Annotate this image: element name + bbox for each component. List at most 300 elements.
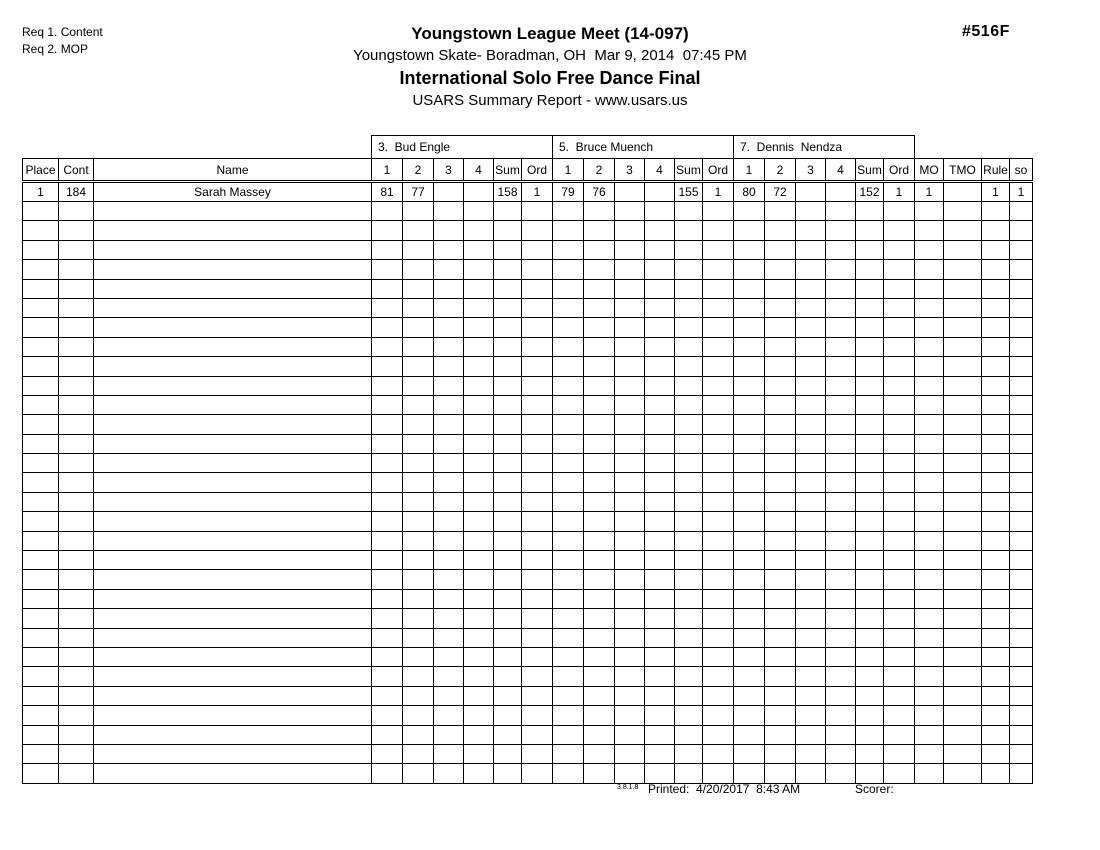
empty-cell [372,628,403,647]
empty-cell [372,492,403,511]
empty-cell [675,512,703,531]
empty-cell [765,492,796,511]
empty-cell [765,337,796,356]
empty-cell [796,725,826,744]
empty-cell [434,357,464,376]
empty-cell [94,531,372,550]
empty-cell [494,221,522,240]
empty-cell [464,492,494,511]
empty-cell [703,240,734,259]
document-number: #516F [962,23,1010,40]
empty-cell [494,570,522,589]
empty-cell [915,628,944,647]
judge-1-sum: 158 [494,182,522,202]
empty-cell [645,221,675,240]
empty-cell [59,706,94,725]
empty-cell [856,376,884,395]
empty-cell [23,512,59,531]
empty-cell [734,667,765,686]
empty-cell [884,260,915,279]
empty-cell [703,202,734,221]
empty-cell [645,454,675,473]
empty-cell [59,260,94,279]
empty-cell [675,318,703,337]
empty-cell [494,744,522,763]
empty-cell [23,240,59,259]
empty-row [23,395,1033,414]
empty-cell [464,337,494,356]
so-cell: 1 [1010,182,1033,202]
empty-cell [765,202,796,221]
empty-cell [944,531,982,550]
empty-cell [796,609,826,628]
empty-cell [23,706,59,725]
empty-cell [1010,647,1033,666]
empty-cell [522,492,553,511]
empty-cell [553,473,584,492]
empty-cell [59,628,94,647]
empty-cell [884,434,915,453]
judge-1-col-header-1: 1 [372,159,403,182]
empty-cell [884,395,915,414]
empty-cell [23,628,59,647]
empty-cell [553,628,584,647]
empty-cell [615,492,645,511]
judge-1-score-4 [464,182,494,202]
empty-cell [494,279,522,298]
empty-cell [615,337,645,356]
empty-cell [856,434,884,453]
judge-2-score-2: 76 [584,182,615,202]
empty-cell [826,589,856,608]
empty-cell [734,647,765,666]
empty-cell [703,570,734,589]
tmo-cell [944,182,982,202]
empty-cell [94,551,372,570]
empty-cell [372,434,403,453]
empty-cell [734,473,765,492]
req-line-1: Req 1. Content [22,25,103,39]
empty-cell [826,357,856,376]
empty-cell [944,570,982,589]
empty-cell [765,318,796,337]
empty-row [23,647,1033,666]
empty-cell [372,551,403,570]
empty-cell [403,376,434,395]
empty-cell [982,318,1010,337]
empty-cell [94,202,372,221]
empty-cell [434,570,464,589]
empty-cell [765,589,796,608]
empty-cell [464,240,494,259]
empty-cell [1010,667,1033,686]
empty-cell [675,376,703,395]
empty-cell [675,202,703,221]
empty-cell [94,279,372,298]
judge-2-score-3 [615,182,645,202]
empty-cell [944,221,982,240]
empty-cell [915,647,944,666]
col-header-so: so [1010,159,1033,182]
empty-cell [584,434,615,453]
empty-cell [553,221,584,240]
empty-cell [403,609,434,628]
empty-cell [915,551,944,570]
empty-cell [584,725,615,744]
empty-cell [703,376,734,395]
empty-cell [765,357,796,376]
empty-cell [645,202,675,221]
empty-cell [826,240,856,259]
place-cell: 1 [23,182,59,202]
empty-cell [675,221,703,240]
empty-cell [403,298,434,317]
empty-cell [94,298,372,317]
empty-cell [944,725,982,744]
judge-1-col-header-ord: Ord [522,159,553,182]
empty-cell [703,434,734,453]
empty-row [23,221,1033,240]
empty-cell [645,609,675,628]
empty-cell [982,376,1010,395]
empty-cell [584,744,615,763]
empty-cell [372,337,403,356]
empty-cell [944,647,982,666]
empty-cell [884,512,915,531]
empty-cell [553,686,584,705]
empty-cell [944,744,982,763]
empty-cell [826,318,856,337]
empty-cell [944,318,982,337]
empty-cell [915,240,944,259]
empty-cell [915,260,944,279]
empty-cell [1010,279,1033,298]
empty-cell [59,376,94,395]
judge-2-col-header-1: 1 [553,159,584,182]
empty-cell [1010,357,1033,376]
judge-2-sum: 155 [675,182,703,202]
empty-cell [59,221,94,240]
empty-cell [94,473,372,492]
empty-cell [434,492,464,511]
printed-label: Printed: [648,782,690,796]
empty-cell [94,589,372,608]
judge-1-score-3 [434,182,464,202]
empty-cell [553,318,584,337]
empty-cell [703,744,734,763]
empty-cell [734,279,765,298]
empty-cell [915,531,944,550]
empty-row [23,202,1033,221]
empty-cell [645,473,675,492]
empty-cell [675,725,703,744]
empty-cell [1010,512,1033,531]
empty-cell [434,725,464,744]
empty-cell [615,260,645,279]
empty-cell [826,260,856,279]
empty-cell [982,609,1010,628]
empty-cell [856,240,884,259]
empty-cell [1010,609,1033,628]
empty-cell [372,298,403,317]
empty-cell [915,376,944,395]
empty-cell [94,609,372,628]
empty-cell [944,589,982,608]
empty-cell [434,240,464,259]
empty-cell [675,628,703,647]
empty-cell [553,492,584,511]
empty-cell [765,240,796,259]
empty-cell [403,570,434,589]
empty-cell [59,686,94,705]
empty-cell [615,686,645,705]
empty-cell [856,744,884,763]
judge-3-col-header-4: 4 [826,159,856,182]
empty-cell [59,415,94,434]
empty-cell [553,298,584,317]
empty-cell [59,744,94,763]
empty-cell [645,337,675,356]
empty-cell [522,376,553,395]
empty-cell [23,570,59,589]
empty-cell [826,512,856,531]
empty-cell [23,434,59,453]
empty-row [23,531,1033,550]
empty-cell [94,337,372,356]
empty-cell [884,492,915,511]
empty-cell [982,202,1010,221]
empty-cell [494,725,522,744]
judge-2-col-header-4: 4 [645,159,675,182]
empty-cell [372,395,403,414]
empty-cell [982,686,1010,705]
empty-cell [494,240,522,259]
empty-cell [434,454,464,473]
empty-cell [403,686,434,705]
col-header-name: Name [94,159,372,182]
empty-cell [915,667,944,686]
empty-cell [765,647,796,666]
empty-cell [796,376,826,395]
report-footer [0,781,1100,801]
empty-cell [494,454,522,473]
empty-cell [59,609,94,628]
empty-cell [94,395,372,414]
empty-cell [403,589,434,608]
empty-cell [675,454,703,473]
empty-cell [765,221,796,240]
judge-3-col-header-1: 1 [734,159,765,182]
empty-cell [734,240,765,259]
empty-cell [734,221,765,240]
empty-cell [94,454,372,473]
empty-cell [645,551,675,570]
empty-cell [464,647,494,666]
empty-cell [434,667,464,686]
empty-cell [553,202,584,221]
empty-cell [59,512,94,531]
empty-cell [856,686,884,705]
empty-cell [856,221,884,240]
empty-cell [734,376,765,395]
empty-cell [94,357,372,376]
empty-cell [553,609,584,628]
empty-cell [464,628,494,647]
empty-cell [884,744,915,763]
empty-cell [584,298,615,317]
empty-cell [584,279,615,298]
empty-cell [826,725,856,744]
empty-cell [765,473,796,492]
empty-cell [826,298,856,317]
empty-cell [796,551,826,570]
empty-cell [464,570,494,589]
empty-cell [944,706,982,725]
empty-cell [23,492,59,511]
empty-cell [645,667,675,686]
empty-cell [765,454,796,473]
empty-cell [645,744,675,763]
empty-row [23,318,1033,337]
empty-cell [584,589,615,608]
empty-cell [884,531,915,550]
empty-cell [464,744,494,763]
judge-header-3: 7. Dennis Nendza [733,135,915,159]
empty-cell [982,279,1010,298]
judge-2-col-header-ord: Ord [703,159,734,182]
empty-cell [826,337,856,356]
empty-cell [553,337,584,356]
empty-cell [675,473,703,492]
empty-cell [522,744,553,763]
empty-cell [522,628,553,647]
empty-cell [494,298,522,317]
empty-cell [615,570,645,589]
empty-cell [584,337,615,356]
empty-cell [884,415,915,434]
empty-cell [59,454,94,473]
judge-2-col-header-3: 3 [615,159,645,182]
empty-cell [675,357,703,376]
empty-cell [944,279,982,298]
empty-row [23,357,1033,376]
empty-cell [675,492,703,511]
empty-cell [1010,221,1033,240]
empty-cell [434,395,464,414]
empty-cell [584,551,615,570]
empty-cell [826,531,856,550]
empty-cell [734,686,765,705]
empty-cell [765,415,796,434]
empty-cell [884,357,915,376]
empty-row [23,279,1033,298]
empty-cell [645,318,675,337]
empty-cell [434,473,464,492]
empty-cell [464,725,494,744]
empty-row [23,589,1033,608]
empty-cell [796,744,826,763]
empty-cell [982,725,1010,744]
empty-cell [915,570,944,589]
empty-cell [372,570,403,589]
empty-row [23,337,1033,356]
empty-cell [522,667,553,686]
empty-cell [703,260,734,279]
empty-row [23,434,1033,453]
empty-cell [23,376,59,395]
empty-cell [826,434,856,453]
empty-cell [982,395,1010,414]
empty-cell [734,609,765,628]
empty-cell [403,628,434,647]
empty-cell [944,551,982,570]
scorer-label: Scorer: [855,782,894,796]
empty-cell [434,279,464,298]
empty-cell [796,570,826,589]
empty-cell [884,221,915,240]
empty-row [23,667,1033,686]
empty-cell [464,589,494,608]
empty-cell [826,647,856,666]
empty-cell [645,628,675,647]
software-version: 3.8.1.8 [617,784,639,791]
empty-cell [765,531,796,550]
empty-cell [615,512,645,531]
empty-cell [553,531,584,550]
empty-cell [494,531,522,550]
empty-cell [23,279,59,298]
empty-cell [494,551,522,570]
empty-cell [645,512,675,531]
empty-cell [553,240,584,259]
empty-cell [884,725,915,744]
empty-cell [645,647,675,666]
empty-cell [915,434,944,453]
empty-cell [434,202,464,221]
empty-cell [522,570,553,589]
empty-cell [553,434,584,453]
printed-timestamp [648,782,800,796]
empty-cell [675,647,703,666]
empty-cell [915,686,944,705]
empty-cell [982,647,1010,666]
empty-cell [856,318,884,337]
judge-1-score-1: 81 [372,182,403,202]
empty-cell [675,744,703,763]
empty-cell [372,415,403,434]
empty-cell [734,551,765,570]
judge-3-score-1: 80 [734,182,765,202]
empty-cell [584,686,615,705]
empty-cell [434,686,464,705]
empty-cell [703,221,734,240]
empty-cell [796,337,826,356]
empty-cell [796,531,826,550]
empty-cell [464,706,494,725]
judge-3-score-3 [796,182,826,202]
empty-cell [856,531,884,550]
empty-cell [765,706,796,725]
skater-name-cell: Sarah Massey [94,182,372,202]
empty-cell [403,240,434,259]
empty-cell [675,589,703,608]
empty-cell [856,589,884,608]
empty-cell [915,589,944,608]
empty-cell [522,357,553,376]
empty-cell [944,202,982,221]
empty-cell [23,357,59,376]
empty-cell [982,240,1010,259]
